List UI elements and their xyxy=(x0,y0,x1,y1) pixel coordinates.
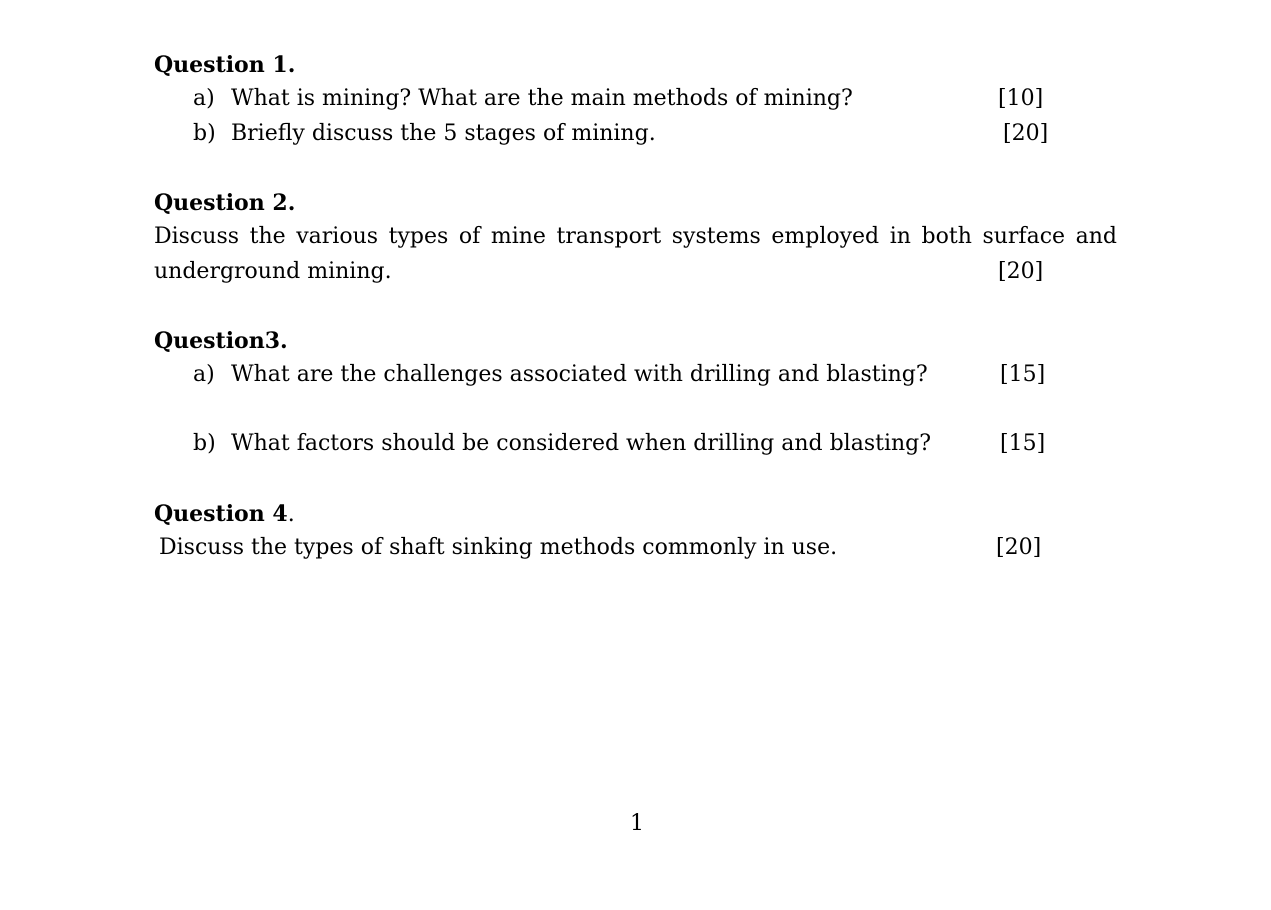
question-1b-text: Briefly discuss the 5 stages of mining. xyxy=(231,121,656,146)
question-2-marks: [20] xyxy=(998,259,1044,284)
question-1a-text: What is mining? What are the main methods of mining? xyxy=(231,86,853,111)
question-3b-text: What factors should be considered when drilling and blasting? xyxy=(231,431,932,456)
question-1a-marks: [10] xyxy=(998,86,1044,111)
question-1b-marks: [20] xyxy=(1003,121,1049,146)
question-3-title: Question3. xyxy=(154,328,288,354)
question-1b-label: b) xyxy=(193,121,216,146)
question-4-title xyxy=(154,503,295,526)
question-4-text: Discuss the types of shaft sinking methods commonly in use. xyxy=(159,535,838,560)
question-4-title-main: Question 4 xyxy=(154,501,288,527)
question-3a-marks: [15] xyxy=(1000,362,1046,387)
question-4-title-dot: . xyxy=(287,502,295,527)
question-2-text-line-2: underground mining. xyxy=(154,259,392,284)
question-1a-label: a) xyxy=(193,86,215,111)
question-3b-label: b) xyxy=(193,431,216,456)
question-3a-label: a) xyxy=(193,362,215,387)
question-4-marks: [20] xyxy=(996,535,1042,560)
question-3b-marks: [15] xyxy=(1000,431,1046,456)
question-2-title: Question 2. xyxy=(154,190,296,216)
page-number: 1 xyxy=(630,811,644,836)
question-3a-text: What are the challenges associated with drilling and blasting? xyxy=(231,362,928,387)
question-2-text-line-1: Discuss the various types of mine transport systems employed in both surface and xyxy=(154,224,1117,249)
question-1-title: Question 1. xyxy=(154,52,296,78)
